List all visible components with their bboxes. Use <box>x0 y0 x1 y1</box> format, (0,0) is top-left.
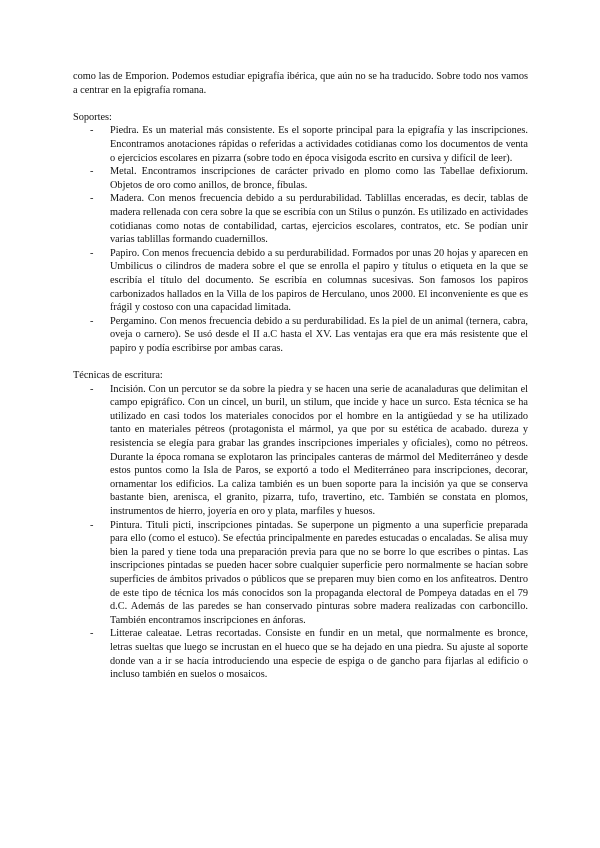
page-content <box>73 70 528 682</box>
list-item-text: Papiro. Con menos frecuencia debido a su perdurabilidad. Formados por unas 20 hojas y aparecen en Umbilicus o cilindros de madera sobre el que se enrolla el papiro y títulus o etiqueta en la que se escribía el título del documento. Se escribía en columnas sucesivas. Son famosos los papiros carbonizados hallados en la Villa de los papiros de Herculano, unos 2000. El inconveniente es que es frágil y costoso con una capacidad limitada. <box>110 247 528 314</box>
list-item-text: Metal. Encontramos inscripciones de carácter privado en plomo como las Tabellae defixiorum. Objetos de oro como anillos, de bronce, fíbulas. <box>110 166 528 191</box>
list-item-text: Piedra. Es un material más consistente. Es el soporte principal para la epigrafía y las inscripciones. Encontramos anotaciones rápidas o referidas a actividades cotidianas como los documentos de venta o ejercicios escolares en pizarra (sobre todo en época visigoda escrito en cursiva y difícil de leer). <box>110 125 528 164</box>
list-dash: - <box>90 628 94 640</box>
list-item <box>73 192 528 246</box>
tecnicas-list <box>73 383 528 682</box>
list-item-text: Incisión. Con un percutor se da sobre la piedra y se hacen una serie de acanaladuras que delimitan el campo epigráfico. Con un cincel, un buril, un stilum, que incide y hace un surco. Esta técnica se ha utilizado en casi todos los materiales conocidos por el hombre en la antigüedad y se ha utilizado tanto en materiales pétreos (protagonista el mármol, ya que por su estética de acabado. dureza y resistencia se elegía para grabar las grandes inscripciones imperiales y oficiales), como no pétreos. Durante la época romana se explotaron las principales canteras de mármol del Mediterráneo y desde estos puntos como la Isla de Paros, se exportó a todo el Mediterráneo para inscripciones, decorar, ornamentar los edificios. La caliza también es un buen soporte para la incisión ya que se conserva bastante bien, arenisca, el granito, pizarra, tufo, travertino, etc. También se constata en plomos, instrumentos de hierro, joyería en oro y plata, marfiles y huesos. <box>110 383 528 517</box>
list-item <box>73 383 528 519</box>
list-dash: - <box>90 166 94 178</box>
list-item <box>73 519 528 628</box>
list-item <box>73 165 528 192</box>
intro-paragraph: como las de Emporion. Podemos estudiar epigrafía ibérica, que aún no se ha traducido. Sobre todo nos vamos a centrar en la epigrafía romana. <box>73 71 528 96</box>
list-dash: - <box>90 193 94 205</box>
soportes-list <box>73 124 528 355</box>
section-heading-soportes: Soportes: <box>73 111 112 123</box>
list-item <box>73 315 528 356</box>
list-item <box>73 124 528 165</box>
list-dash: - <box>90 519 94 531</box>
list-dash: - <box>90 315 94 327</box>
list-dash: - <box>90 125 94 137</box>
list-item-text: Pergamino. Con menos frecuencia debido a su perdurabilidad. Es la piel de un animal (ternera, cabra, oveja o carnero). Se usó desde el II a.C hasta el XV. Las ventajas era que era más resistente que el papiro y podía escribirse por ambas caras. <box>110 315 528 354</box>
list-item <box>73 627 528 681</box>
list-item-text: Madera. Con menos frecuencia debido a su perdurabilidad. Tablillas enceradas, es decir, tablas de madera rellenada con cera sobre la que se escribía con un Stilus o punzón. Es utilizado en actividades cotidianas como notas de contabilidad, cartas, ejercicios escolares, contratos, etc. Se podían unir varias tablillas formando cuadernillos. <box>110 193 529 246</box>
list-dash: - <box>90 383 94 395</box>
list-item-text: Litterae caleatae. Letras recortadas. Consiste en fundir en un metal, que normalmente es bronce, letras sueltas que luego se incrustan en el hueco que se ha dejado en una piedra. Su ajuste al soporte donde van a ir se hacía introduciendo una especie de espiga o de gancho para fijarlas al edificio o incluso también en suelos o mosaicos. <box>110 628 528 681</box>
section-heading-tecnicas: Técnicas de escritura: <box>73 370 163 382</box>
list-dash: - <box>90 247 94 259</box>
list-item-text: Pintura. Tituli picti, inscripciones pintadas. Se superpone un pigmento a una superficie preparada para ello (como el estuco). Se efectúa principalmente en paredes estucadas o encaladas. Se alisa muy bien la pared y tiene toda una preparación previa para que no se borre lo que escribes o pintas. Las inscripciones pintadas se pueden hacer sobre cualquier superficie pero normalmente se hacían sobre superficies de ámbitos privados o públicos que se preparen muy bien como en los anfiteatros. Dentro de este tipo de técnica los más conocidos son la propaganda electoral de Pompeya datadas en el 79 d.C. Además de las paredes se han conservado pinturas sobre madera realizadas con carboncillo. También encontramos inscripciones en ánforas. <box>110 519 528 626</box>
list-item <box>73 247 528 315</box>
